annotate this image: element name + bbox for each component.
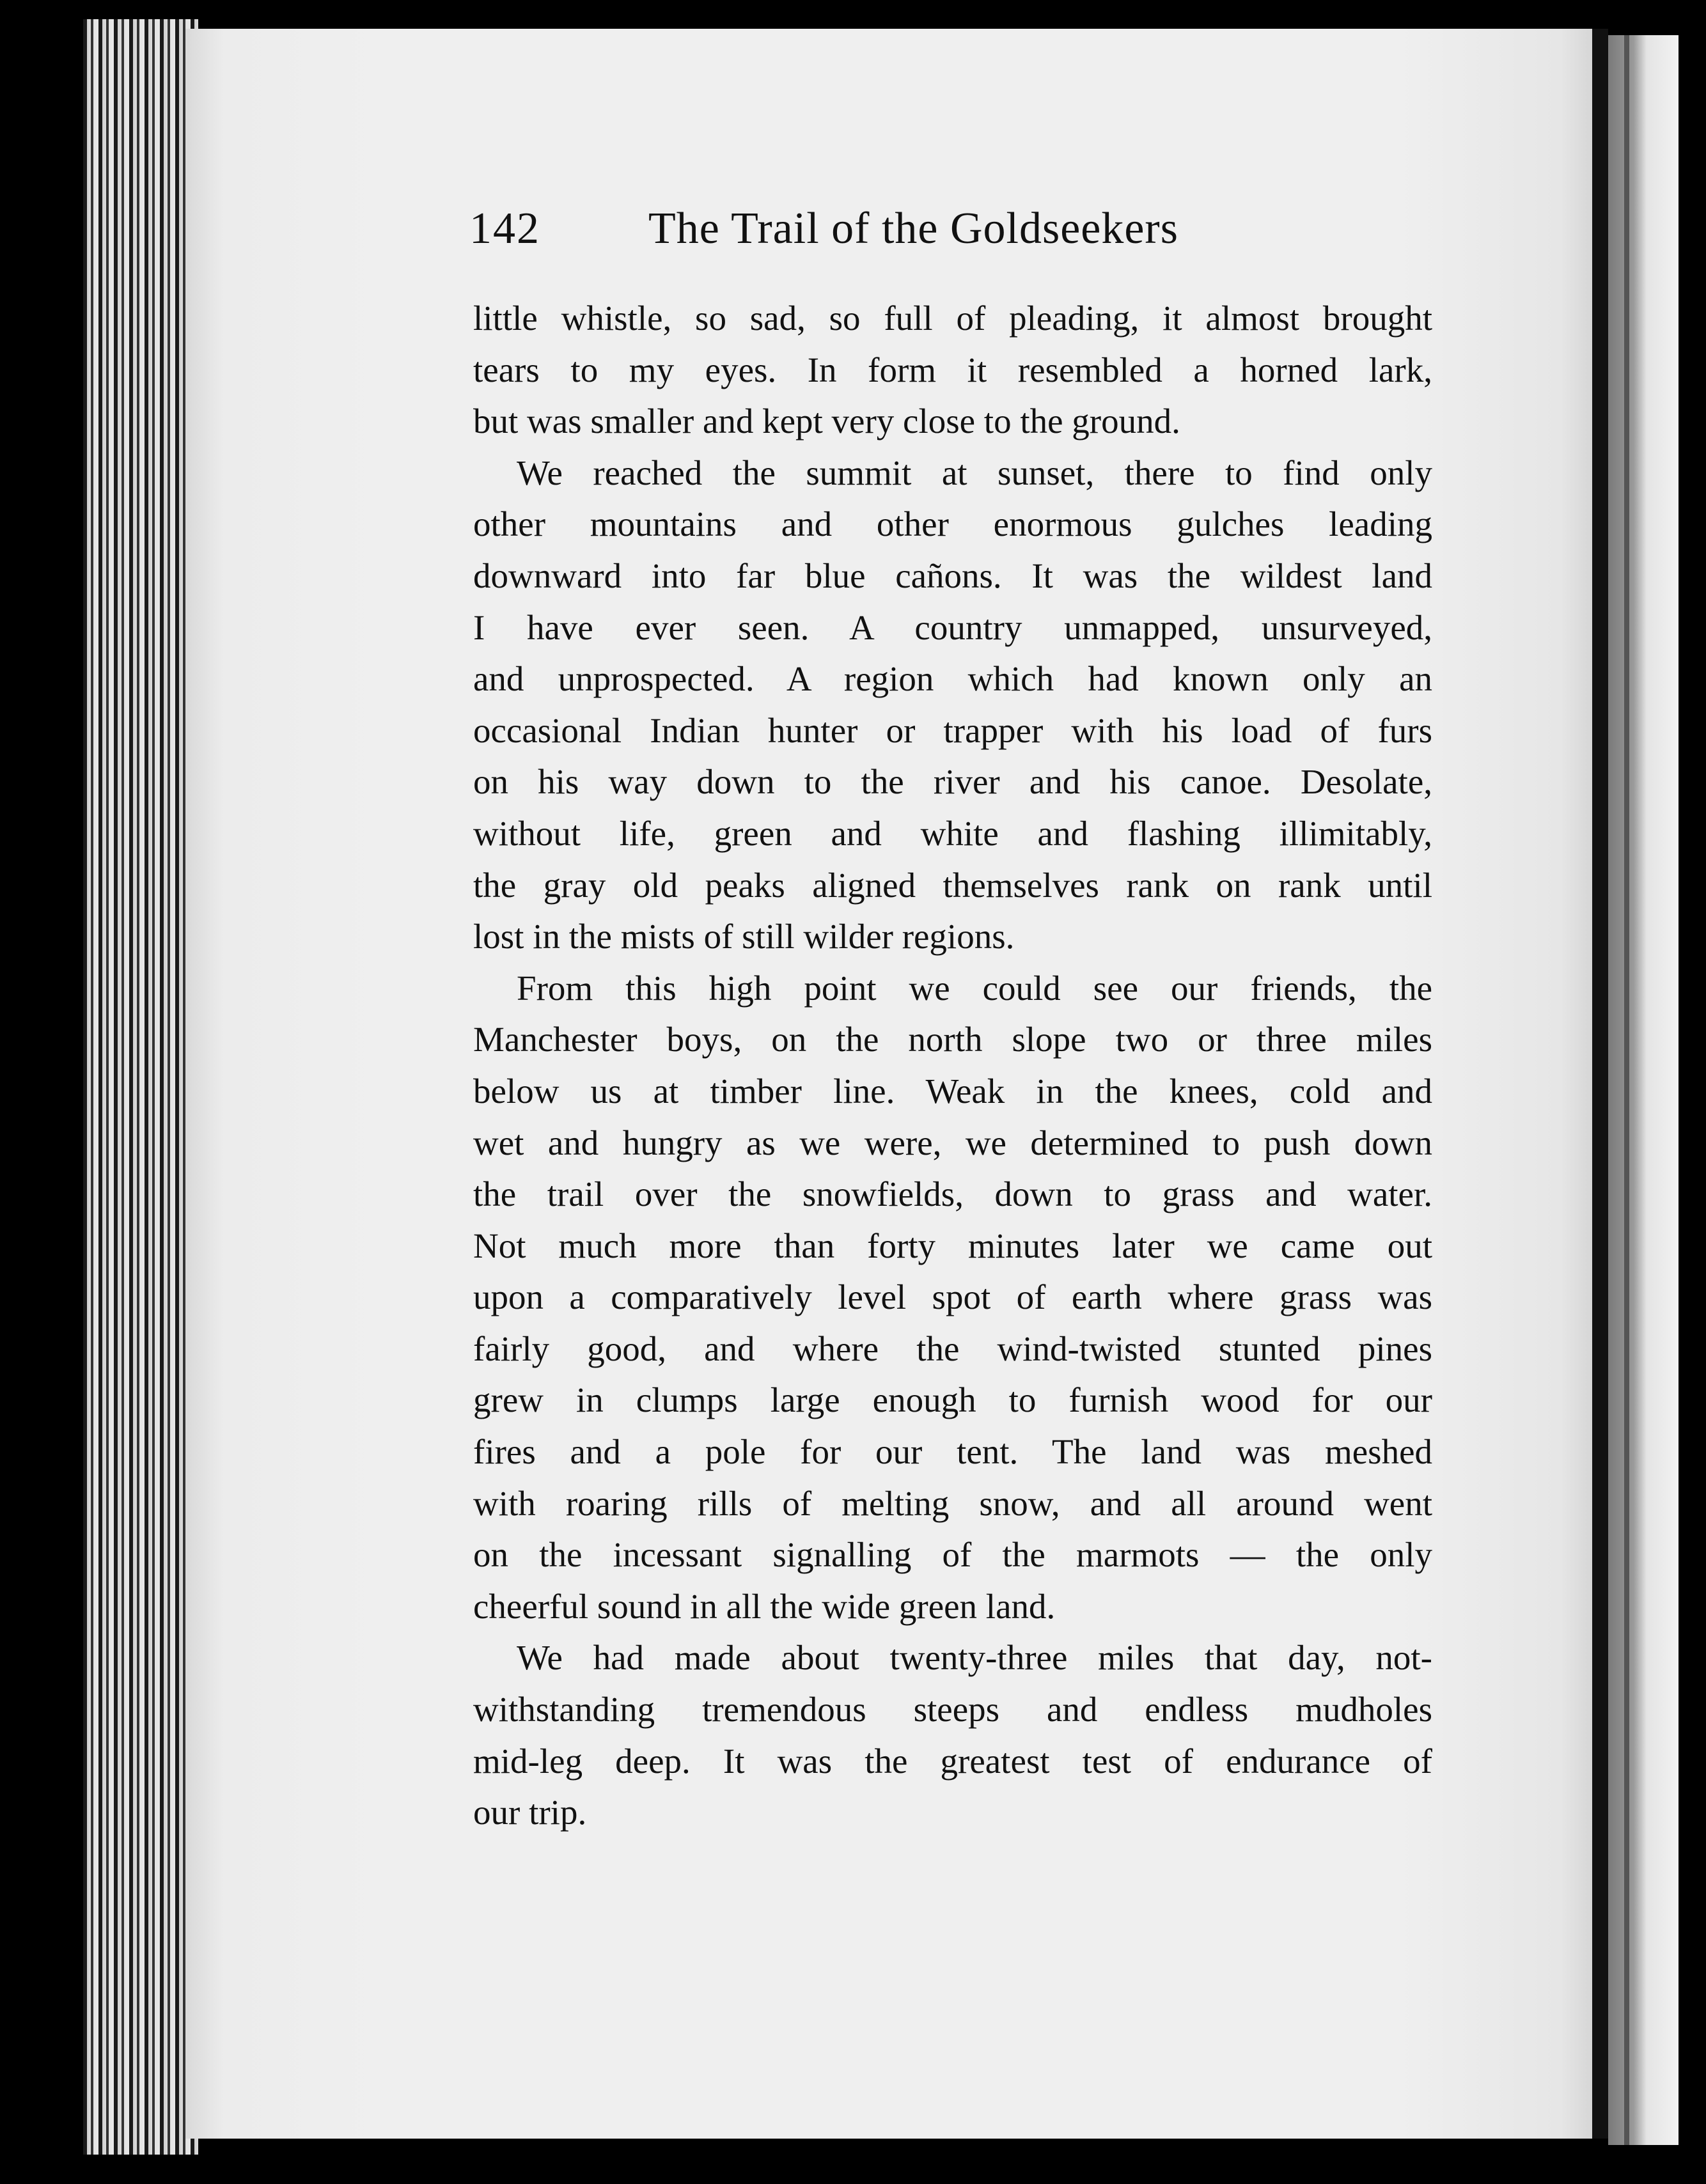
paragraph <box>473 963 1432 1633</box>
text-line: little whistle, so sad, so full of pleading, it almost brought <box>473 299 1432 338</box>
text-line: but was smaller and kept very close to the ground. <box>473 402 1180 441</box>
text-line: fairly good, and where the wind-twisted stunted pines <box>473 1329 1432 1368</box>
text-line: We reached the summit at sunset, there to find only <box>517 453 1432 492</box>
paragraph <box>473 293 1432 448</box>
page-number: 142 <box>469 204 540 253</box>
text-line: mid-leg deep. It was the greatest test of endurance of <box>473 1741 1432 1781</box>
text-line: on his way down to the river and his canoe. Desolate, <box>473 762 1432 802</box>
text-line: We had made about twenty-three miles that day, not- <box>517 1638 1432 1678</box>
page-stack-edges <box>83 19 198 2155</box>
running-header <box>469 203 1262 261</box>
binding-gutter <box>1592 29 1608 2139</box>
text-line: Manchester boys, on the north slope two or three miles <box>473 1020 1432 1059</box>
text-line: fires and a pole for our tent. The land was meshed <box>473 1432 1432 1472</box>
text-line: the gray old peaks aligned themselves rank on rank until <box>473 865 1432 905</box>
text-line: downward into far blue cañons. It was the wildest land <box>473 556 1432 595</box>
text-line: cheerful sound in all the wide green land. <box>473 1586 1056 1626</box>
text-line: and unprospected. A region which had known only an <box>473 659 1432 699</box>
text-line: upon a comparatively level spot of earth where grass was <box>473 1277 1432 1317</box>
text-line: on the incessant signalling of the marmots — the only <box>473 1535 1432 1575</box>
text-line: our trip. <box>473 1793 587 1832</box>
running-title: The Trail of the Goldseekers <box>648 204 1178 253</box>
text-line: below us at timber line. Weak in the knees, cold and <box>473 1071 1432 1111</box>
text-line: withstanding tremendous steeps and endless mudholes <box>473 1690 1432 1729</box>
text-line: with roaring rills of melting snow, and all around went <box>473 1483 1432 1523</box>
text-line: lost in the mists of still wilder regions. <box>473 917 1015 956</box>
facing-page-shadow <box>1624 35 1629 2145</box>
text-line: From this high point we could see our friends, the <box>517 968 1432 1008</box>
text-line: wet and hungry as we were, we determined to push down <box>473 1123 1432 1162</box>
body-text <box>473 293 1432 1839</box>
text-line: without life, green and white and flashing illimitably, <box>473 813 1432 853</box>
text-line: Not much more than forty minutes later we came out <box>473 1226 1432 1265</box>
facing-page-edge <box>1608 35 1679 2145</box>
text-line: the trail over the snowfields, down to grass and water. <box>473 1174 1432 1214</box>
text-line: occasional Indian hunter or trapper with his load of furs <box>473 710 1432 750</box>
text-line: grew in clumps large enough to furnish wood for our <box>473 1380 1432 1420</box>
text-line: I have ever seen. A country unmapped, unsurveyed, <box>473 607 1432 647</box>
paragraph <box>473 448 1432 963</box>
paragraph <box>473 1632 1432 1838</box>
text-line: tears to my eyes. In form it resembled a horned lark, <box>473 350 1432 389</box>
text-line: other mountains and other enormous gulches leading <box>473 504 1432 544</box>
